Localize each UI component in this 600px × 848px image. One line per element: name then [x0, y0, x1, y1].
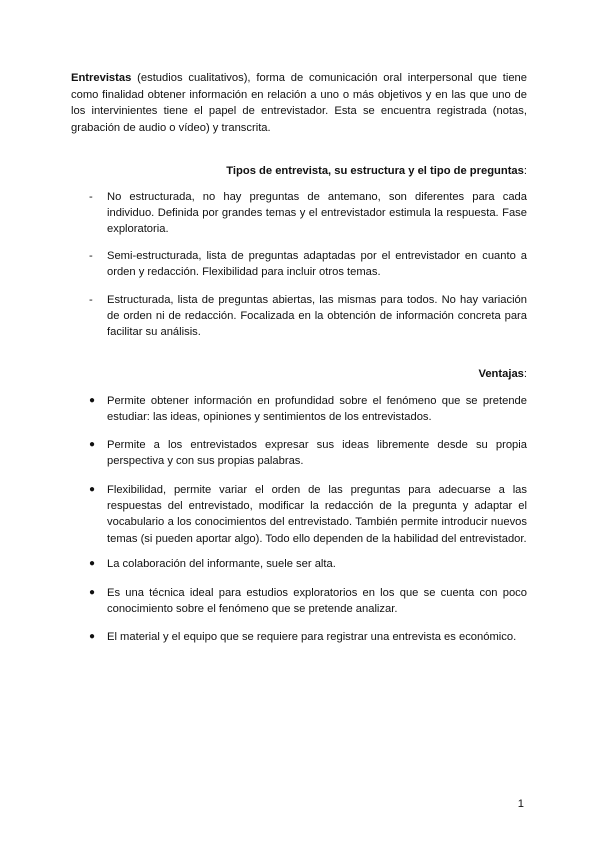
intro-term: Entrevistas	[71, 72, 132, 84]
intro-paragraph	[71, 70, 527, 136]
list-item	[88, 585, 527, 617]
bullet-marker: ●	[89, 631, 96, 642]
types-heading-text: Tipos de entrevista, su estructura y el tipo de preguntas	[226, 165, 524, 177]
dash-marker: -	[89, 191, 93, 203]
list-item	[88, 437, 527, 469]
list-item-text: Flexibilidad, permite variar el orden de las preguntas para adecuarse a las respuestas del entrevistado, modificar la redacción de la pregunta y adaptar el vocabulario a los conocimientos del entrevistado. También permite introducir nuevos temas (si pueden aportar algo). Todo ello dependen de la habilidad del entrevistador.	[107, 484, 527, 545]
list-item-text: Estructurada, lista de preguntas abiertas, las mismas para todos. No hay variación de orden ni de redacción. Focalizada en la obtención de información concreta para facilitar su análisis.	[107, 294, 527, 339]
bullet-marker: ●	[89, 395, 96, 406]
list-item-text: Permite obtener información en profundidad sobre el fenómeno que se pretende estudiar: las ideas, opiniones y sentimientos de los entrevistados.	[107, 395, 527, 424]
list-item	[88, 629, 527, 645]
list-item	[88, 248, 527, 280]
bullet-marker: ●	[89, 587, 96, 598]
list-item	[88, 482, 527, 547]
bullet-marker: ●	[89, 484, 96, 495]
list-item-text: La colaboración del informante, suele ser alta.	[107, 558, 336, 570]
advantages-heading	[478, 366, 527, 382]
dash-marker: -	[89, 250, 93, 262]
list-item	[88, 189, 527, 238]
list-item-text: El material y el equipo que se requiere para registrar una entrevista es económico.	[107, 631, 517, 643]
list-item	[88, 556, 527, 572]
list-item-text: Permite a los entrevistados expresar sus ideas libremente desde su propia perspectiva y con sus propias palabras.	[107, 439, 527, 468]
list-item-text: Es una técnica ideal para estudios exploratorios en los que se cuenta con poco conocimiento sobre el fenómeno que se pretende analizar.	[107, 587, 527, 616]
types-heading-colon: :	[523, 165, 527, 177]
advantages-heading-colon: :	[523, 368, 527, 380]
list-item	[88, 292, 527, 341]
list-item-text: No estructurada, no hay preguntas de antemano, son diferentes para cada individuo. Definida por grandes temas y el entrevistador estimula la respuesta. Fase exploratoria.	[107, 191, 527, 236]
advantages-heading-text: Ventajas	[478, 368, 524, 380]
types-heading	[226, 163, 527, 179]
list-item	[88, 393, 527, 425]
page-number: 1	[517, 798, 524, 810]
dash-marker: -	[89, 294, 93, 306]
list-item-text: Semi-estructurada, lista de preguntas adaptadas por el entrevistador en cuanto a orden y redacción. Flexibilidad para incluir otros temas.	[107, 250, 527, 279]
intro-text: (estudios cualitativos), forma de comunicación oral interpersonal que tiene como finalidad obtener información en relación a uno o más objetivos y en las que uno de los intervinientes tiene el papel de entrevistador. Esta se encuentra registrada (notas, grabación de audio o vídeo) y transcrita.	[71, 72, 527, 134]
bullet-marker: ●	[89, 439, 96, 450]
bullet-marker: ●	[89, 558, 96, 569]
